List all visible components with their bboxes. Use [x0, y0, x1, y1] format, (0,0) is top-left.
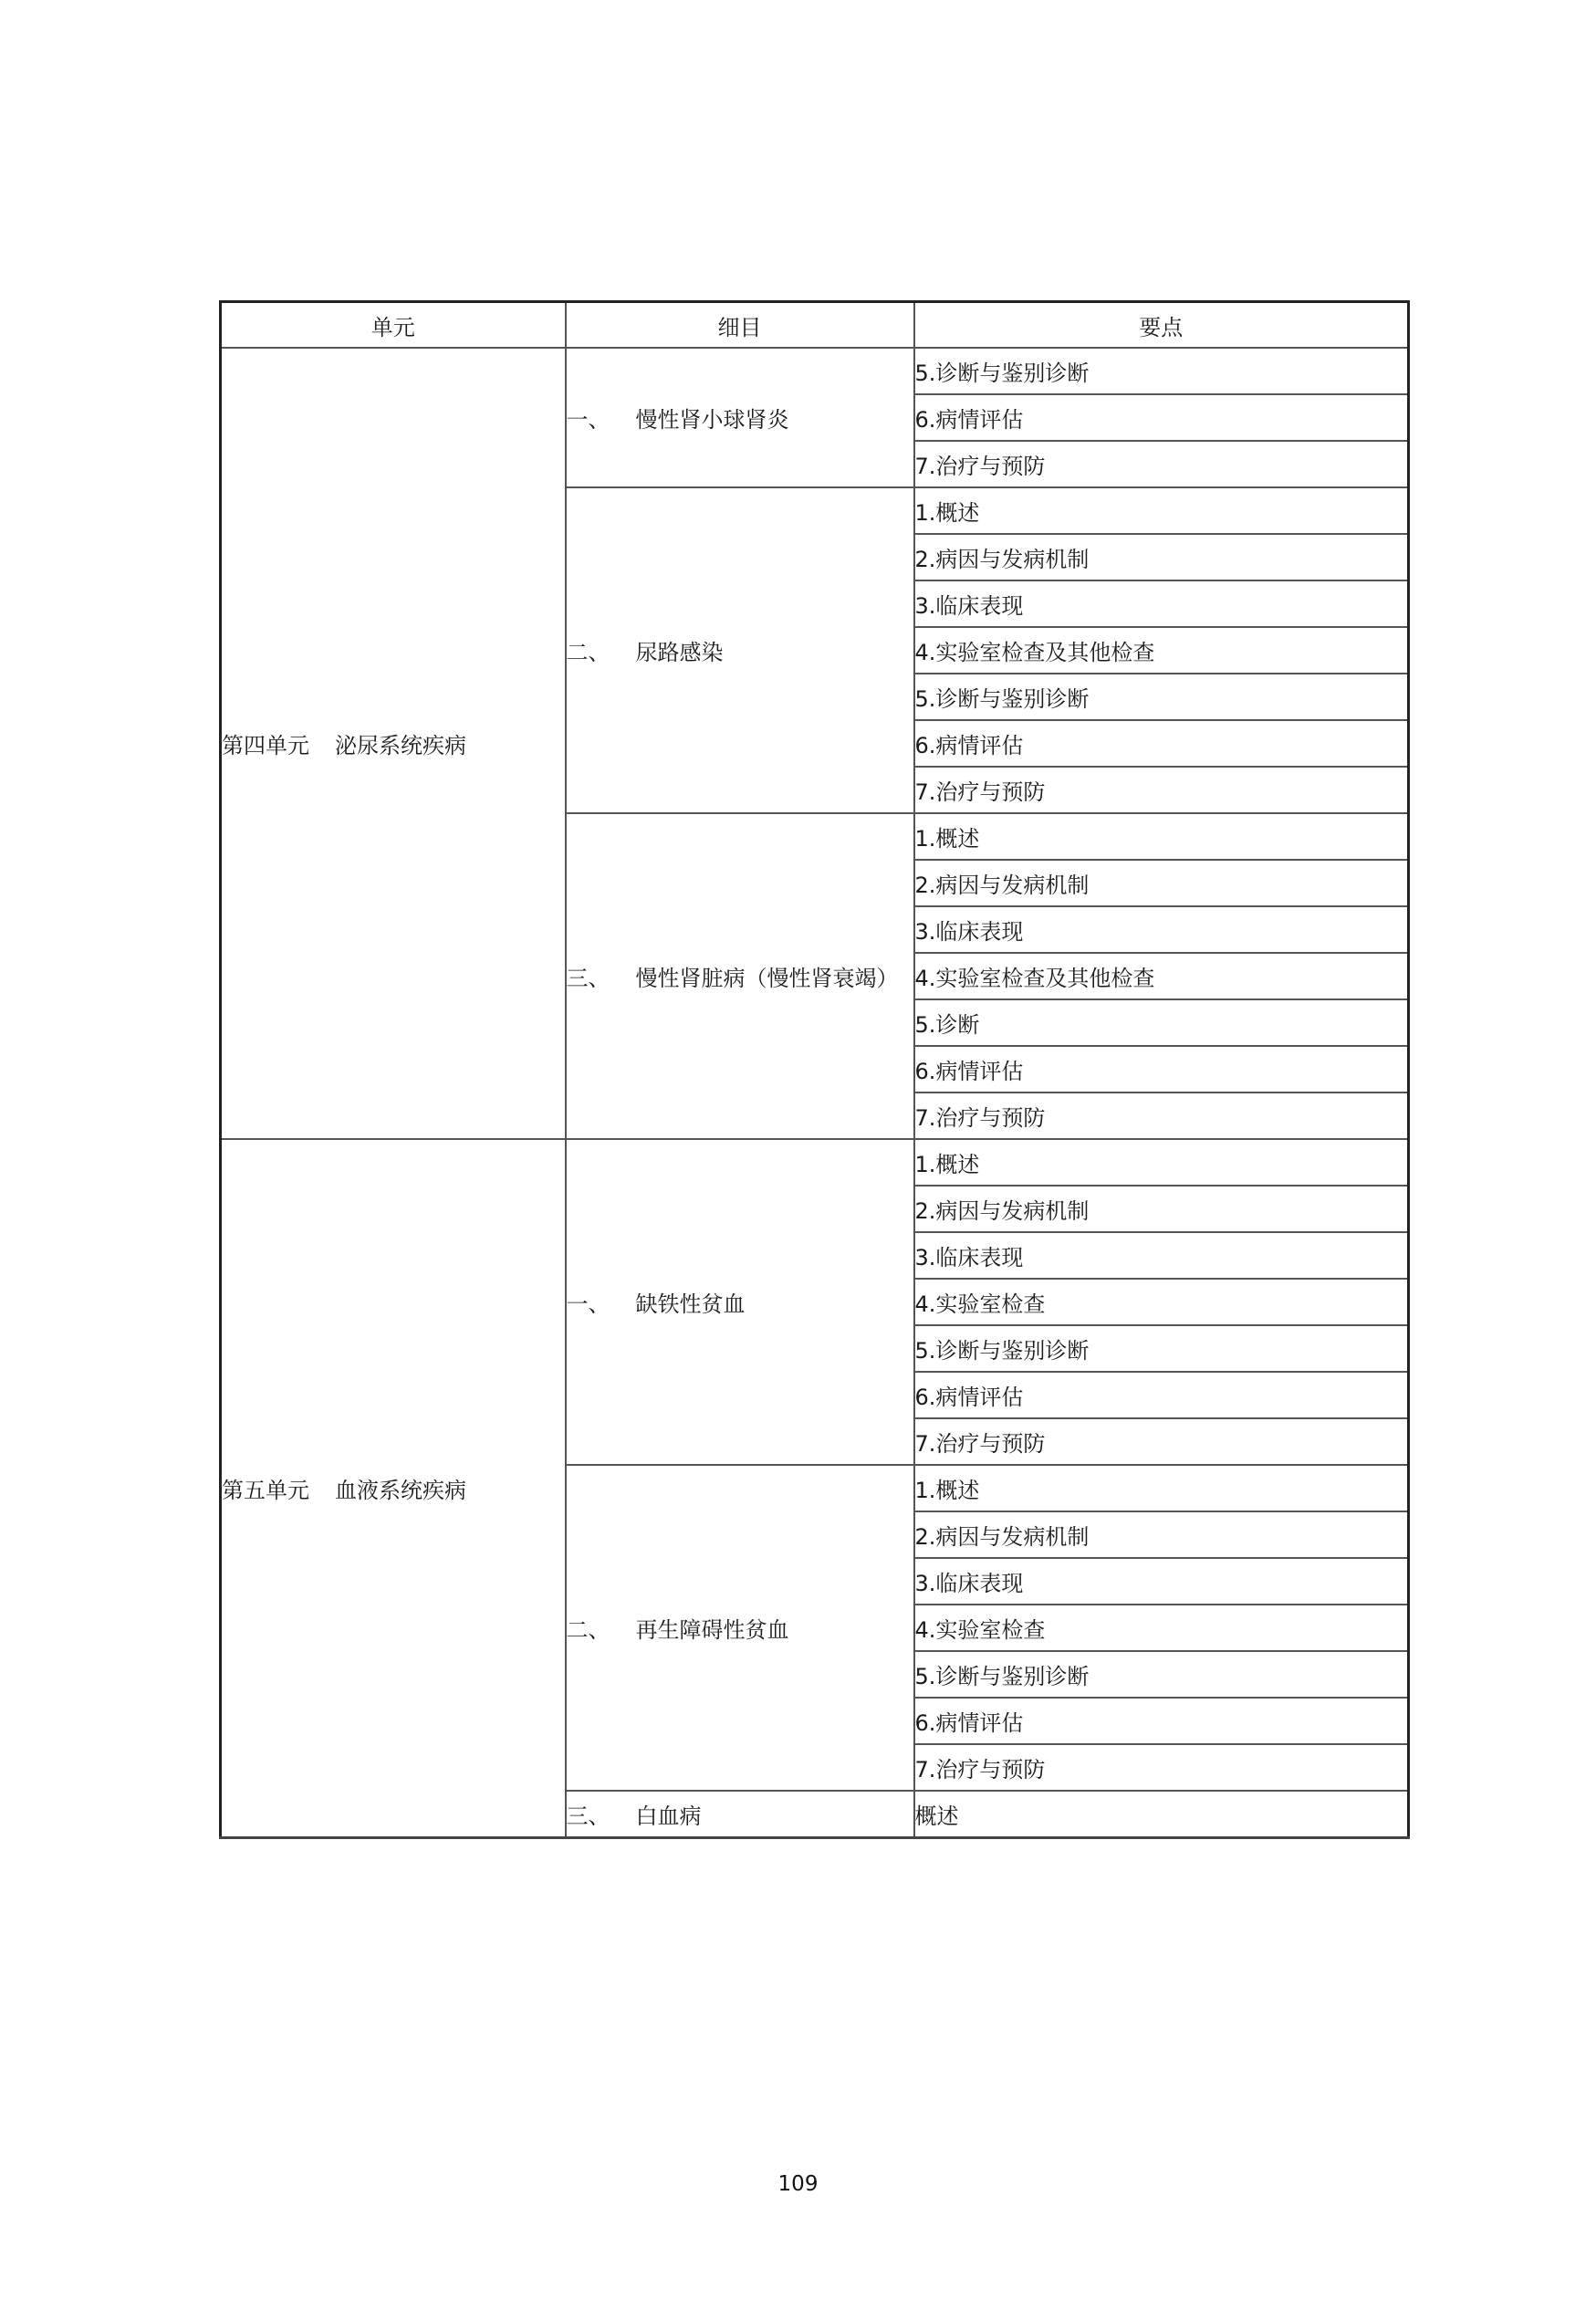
- point-cell: 6.病情评估: [914, 1372, 1409, 1418]
- point-cell: 概述: [914, 1791, 1409, 1838]
- point-cell: 2.病因与发病机制: [914, 860, 1409, 906]
- point-cell: 7.治疗与预防: [914, 441, 1409, 487]
- item-cell: [566, 348, 914, 487]
- unit-number: 第四单元: [222, 733, 309, 758]
- unit-number: 第五单元: [222, 1478, 309, 1503]
- item-cell: [566, 813, 914, 1139]
- point-cell: 4.实验室检查: [914, 1279, 1409, 1325]
- item-cell: [566, 1791, 914, 1838]
- point-cell: 5.诊断与鉴别诊断: [914, 1325, 1409, 1372]
- item-cell: [566, 1139, 914, 1465]
- unit-name: 血液系统疾病: [335, 1478, 466, 1503]
- item-prefix: 一、: [566, 1291, 610, 1317]
- table-body: [221, 348, 1409, 1838]
- point-cell: 2.病因与发病机制: [914, 1511, 1409, 1558]
- item-cell: [566, 1465, 914, 1791]
- table-header-row: [221, 302, 1409, 349]
- point-cell: 1.概述: [914, 487, 1409, 534]
- point-cell: 7.治疗与预防: [914, 1092, 1409, 1139]
- header-unit: 单元: [221, 302, 566, 349]
- item-prefix: 二、: [566, 1617, 610, 1643]
- point-cell: 4.实验室检查及其他检查: [914, 953, 1409, 999]
- item-name: 慢性肾脏病（慢性肾衰竭）: [635, 966, 899, 991]
- point-cell: 3.临床表现: [914, 906, 1409, 953]
- item-name: 白血病: [635, 1803, 702, 1829]
- point-cell: 6.病情评估: [914, 1046, 1409, 1092]
- item-name: 尿路感染: [635, 640, 724, 665]
- item-prefix: 三、: [566, 966, 610, 991]
- unit-cell: [221, 1139, 566, 1838]
- item-name: 缺铁性贫血: [635, 1291, 746, 1317]
- point-cell: 1.概述: [914, 1465, 1409, 1511]
- point-cell: 7.治疗与预防: [914, 1744, 1409, 1791]
- point-cell: 2.病因与发病机制: [914, 1186, 1409, 1232]
- item-prefix: 三、: [566, 1803, 610, 1829]
- point-cell: 5.诊断与鉴别诊断: [914, 348, 1409, 394]
- point-cell: 7.治疗与预防: [914, 1418, 1409, 1465]
- header-item: 细目: [566, 302, 914, 349]
- unit-name: 泌尿系统疾病: [335, 733, 466, 758]
- point-cell: 4.实验室检查: [914, 1605, 1409, 1651]
- item-prefix: 一、: [566, 407, 610, 433]
- point-cell: 6.病情评估: [914, 720, 1409, 767]
- point-cell: 2.病因与发病机制: [914, 534, 1409, 580]
- point-cell: 5.诊断与鉴别诊断: [914, 674, 1409, 720]
- page-number: 109: [777, 2172, 819, 2196]
- header-point: 要点: [914, 302, 1409, 349]
- point-cell: 3.临床表现: [914, 580, 1409, 627]
- point-cell: 3.临床表现: [914, 1558, 1409, 1605]
- syllabus-table: [219, 300, 1410, 1839]
- table-row: [221, 1139, 1409, 1186]
- item-name: 再生障碍性贫血: [635, 1617, 789, 1643]
- unit-cell: [221, 348, 566, 1139]
- point-cell: 4.实验室检查及其他检查: [914, 627, 1409, 674]
- point-cell: 7.治疗与预防: [914, 767, 1409, 813]
- point-cell: 5.诊断与鉴别诊断: [914, 1651, 1409, 1698]
- point-cell: 1.概述: [914, 813, 1409, 860]
- point-cell: 3.临床表现: [914, 1232, 1409, 1279]
- item-cell: [566, 487, 914, 813]
- point-cell: 5.诊断: [914, 999, 1409, 1046]
- item-prefix: 二、: [566, 640, 610, 665]
- point-cell: 6.病情评估: [914, 1698, 1409, 1744]
- item-name: 慢性肾小球肾炎: [635, 407, 789, 433]
- point-cell: 6.病情评估: [914, 394, 1409, 441]
- point-cell: 1.概述: [914, 1139, 1409, 1186]
- table-row: [221, 348, 1409, 394]
